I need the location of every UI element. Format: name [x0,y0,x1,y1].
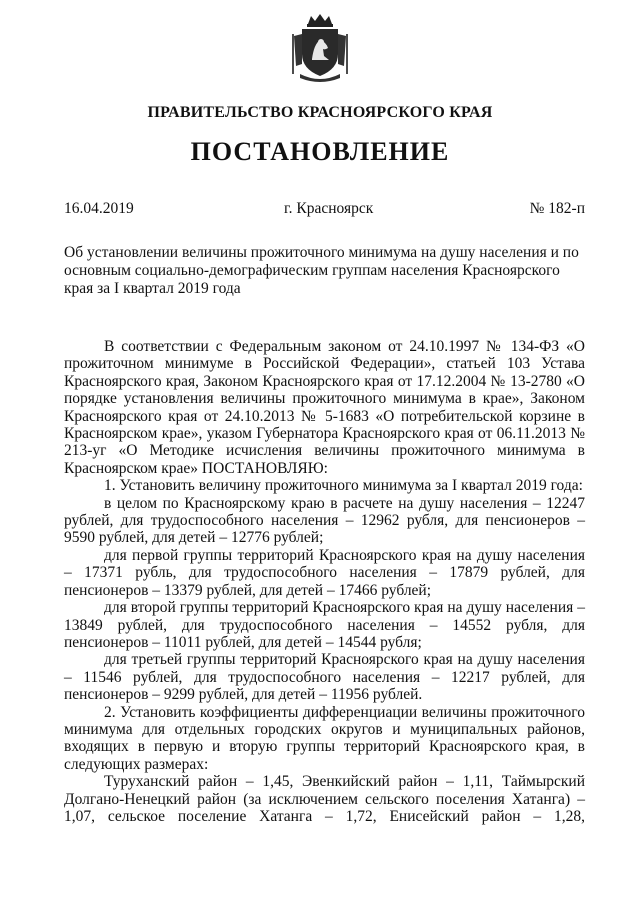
preamble-paragraph: В соответствии с Федеральным законом от 24.10.1997 № 134-ФЗ «О прожиточном минимуме в Российской Федерации», статьей 103 Устава Красноярского края, Законом Красноярского края от 17.12.2004 № 13-2780 «О порядке установления величины прожиточного минимума в крае», Законом Красноярского края от 24.10.2013 № 5-1683 «О потребительской корзине в Красноярском крае», указом Губернатора Красноярского края от 06.11.2013 № 213-уг «О Методике исчисления величины прожиточного минимума в Красноярском крае» ПОСТАНОВЛЯЮ: [64,338,585,477]
document-number: № 182-п [529,200,585,217]
item-1-group-1-paragraph: для первой группы территорий Красноярского края на душу населения – 17371 рубль, для трудоспособного населения – 17879 рублей, для пенсионеров – 13379 рублей, для детей – 17466 рублей; [64,546,585,599]
document-body [64,338,585,825]
document-type-title: ПОСТАНОВЛЕНИЕ [190,137,450,166]
item-2-paragraph: 2. Установить коэффициенты дифференциации величины прожиточного минимума для отдельных городских округов и муниципальных районов, входящих в первую и вторую группы территорий Красноярского края, в следующих размерах: [64,703,585,773]
item-1-paragraph: 1. Установить величину прожиточного минимума за I квартал 2019 года: [104,477,583,495]
document-date: 16.04.2019 [64,200,134,217]
krasnoyarsk-coat-of-arms-icon [290,14,350,84]
government-title: ПРАВИТЕЛЬСТВО КРАСНОЯРСКОГО КРАЯ [147,104,493,121]
item-1-general-paragraph: в целом по Красноярскому краю в расчете на душу населения – 12247 рублей, для трудоспособного населения – 12962 рубля, для пенсионеров – 9590 рублей, для детей – 12776 рублей; [64,494,585,547]
document-city: г. Красноярск [284,200,374,217]
document-subject: Об установлении величины прожиточного минимума на душу населения и по основным социально-демографическим группам населения Красноярского края за I квартал 2019 года [64,244,579,297]
item-1-group-2-paragraph: для второй группы территорий Красноярского края на душу населения – 13849 рублей, для трудоспособного населения – 14552 рубля, для пенсионеров – 11011 рублей, для детей – 14544 рубля; [64,599,585,651]
item-1-group-3-paragraph: для третьей группы территорий Красноярского края на душу населения – 11546 рублей, для трудоспособного населения – 12217 рублей, для пенсионеров – 9299 рублей, для детей – 11956 рублей. [64,651,585,704]
item-2-districts-paragraph: Туруханский район – 1,45, Эвенкийский район – 1,11, Таймырский Долгано-Ненецкий район (за исключением сельского поселения Хатанга) – 1,07, сельское поселение Хатанга – 1,72, Енисейский район – 1,28, [64,773,585,825]
